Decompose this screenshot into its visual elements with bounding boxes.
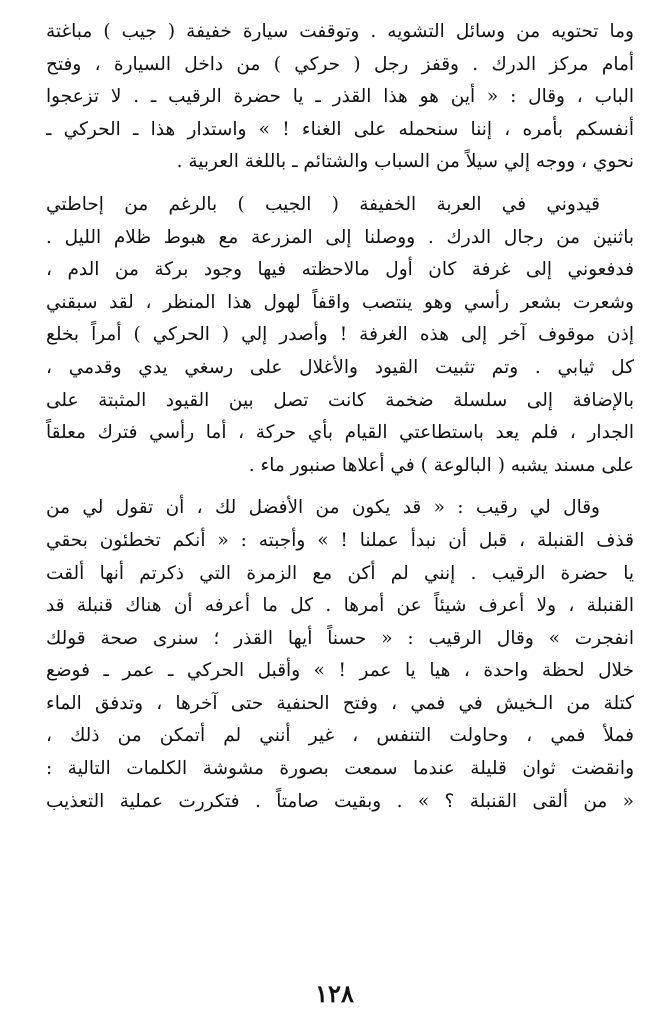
- paragraph-3: [46, 492, 634, 818]
- text-line: « من ألقى القنبلة ؟ » . وبقيت صامتاً . فتكررت عملية التعذيب: [46, 790, 634, 812]
- page-number: ١٢٨: [315, 979, 354, 1008]
- text-line: الجدار ، فلم يعد باستطاعتي القيام بأي حركة ، أما رأسي فترك معلقاً: [46, 422, 634, 444]
- text-line: انفجرت » وقال الرقيب : « حسناً أيها القذر ؛ سنرى صحة قولك: [46, 627, 634, 649]
- text-line: وانقضت ثوان قليلة عندما سمعت بصورة مشوشة الكلمات التالية :: [46, 758, 634, 780]
- text-line: خلال لحظة واحدة ، هيا يا عمر ! » وأقبل الحركي ـ عمر ـ فوضع: [46, 660, 634, 682]
- text-line: أمام مركز الدرك . وقفز رجل ( حركي ) من داخل السيارة ، وفتح: [46, 53, 634, 75]
- text-line: وما تحتويه من وسائل التشويه . وتوقفت سيارة خفيفة ( جيب ) مباغتة: [46, 21, 634, 42]
- text-line: فدفعوني إلى غرفة كان أول مالاحظته فيها وجود بركة من الدم ،: [46, 259, 634, 281]
- text-line: قذف القنبلة ، قبل أن نبدأ عملنا ! » وأجبته : « أنكم تخطئون بحقي: [46, 529, 634, 551]
- text-line: باثنين من رجال الدرك . ووصلنا إلى المزرعة مع هبوط ظلام الليل .: [46, 226, 634, 248]
- text-line: نحوي ، ووجه إلي سيلاً من السباب والشتائم ـ باللغة العربية .: [176, 151, 634, 173]
- text-line: كتلة من الـخيش في فمي ، وفتح الحنفية حتى آخرها ، وتدفق الماء: [46, 692, 634, 714]
- text-line: كل ثيابي . وتم تثبيت القيود والأغلال على رسغي يدي وقدمي ،: [46, 356, 634, 378]
- text-line: وقال لي رقيب : « قد يكون من الأفضل لك ، أن تقول لي من: [46, 497, 600, 519]
- text-line: الباب ، وقال : « أين هو هذا القذر ـ يا حضرة الرقيب ـ . لا تزعجوا: [46, 86, 634, 108]
- text-line: على مسند يشبه ( البالوعة ) في أعلاها صنبور ماء .: [248, 454, 634, 476]
- text-line: قيدوني في العربة الخفيفة ( الجيب ) بالرغم من إحاطتي: [46, 193, 600, 215]
- paragraph-2: [46, 189, 634, 482]
- text-line: بالإضافة إلى سلسلة ضخمة كانت تصل بين القيود المثبتة على: [46, 389, 634, 411]
- text-line: أنفسكم بأمره ، إننا سنحمله على الغناء ! » واستدار هذا ـ الحركي ـ: [46, 118, 634, 140]
- paragraph-1: [46, 16, 634, 179]
- text-line: إذن موقوف آخر إلى هذه الغرفة ! وأصدر إلي ( الحركي ) أمراً بخلع: [46, 324, 634, 346]
- text-line: القنبلة ، ولا أعرف شيئاً عن أمرها . كل ما أعرفه أن هناك قنبلة قد: [46, 595, 634, 617]
- text-line: يا حضرة الرقيب . إنني لم أكن مع الزمرة التي ذكرتم أنها ألقت: [46, 562, 634, 584]
- text-line: فملأ فمي ، وحاولت التنفس ، غير أنني لم أتمكن من ذلك ،: [46, 725, 634, 747]
- text-line: وشعرت بشعر رأسي وهو ينتصب واقفاً لهول هذا المنظر ، لقد سبقني: [46, 291, 634, 313]
- body-text: [46, 16, 634, 818]
